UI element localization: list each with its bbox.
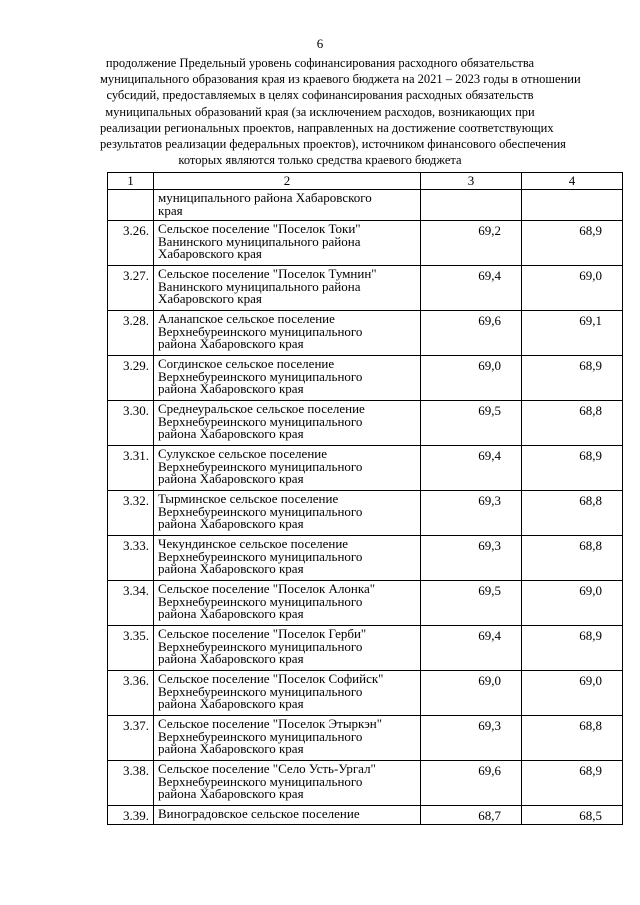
municipality-name [154,581,421,626]
heading-line: результатов реализации федеральных проектов), источником финансового обеспечения [100,137,566,152]
row-number [108,190,154,221]
municipality-name [154,761,421,806]
row-number: 3.37. [108,716,154,761]
name-line: Сельское поселение "Поселок Токи" [158,221,361,236]
name-line: Ванинского муниципального района [158,233,361,249]
table-row [108,626,623,671]
row-number: 3.38. [108,761,154,806]
name-line: района Хабаровского края [158,741,304,756]
name-line: Чекундинское сельское поселение [158,536,349,551]
row-number: 3.39. [108,806,154,825]
value-col-3: 69,5 [421,401,522,446]
heading-line: продолжение Предельный уровень софинансирования расходного обязательства [105,56,535,70]
municipality-name [154,221,421,266]
name-line: района Хабаровского края [158,606,304,621]
municipality-name [154,671,421,716]
value-col-3: 69,4 [421,446,522,491]
value-col-4: 69,0 [522,266,623,311]
value-col-4: 68,9 [522,626,623,671]
name-line: Хабаровского края [158,291,262,306]
row-number: 3.34. [108,581,154,626]
table-row [108,311,623,356]
name-line: Верхнебуреинского муниципального [158,503,363,519]
value-col-3: 68,7 [421,806,522,825]
municipality-name [154,716,421,761]
name-line: Верхнебуреинского муниципального [158,368,363,384]
name-line: Хабаровского края [158,246,262,261]
value-col-4 [522,190,623,221]
column-header: 4 [522,173,623,190]
value-col-3: 69,6 [421,761,522,806]
value-col-4: 69,0 [522,671,623,716]
name-line: района Хабаровского края [158,426,304,441]
value-col-3: 69,0 [421,671,522,716]
column-header: 2 [154,173,421,190]
name-line: района Хабаровского края [158,336,304,351]
table-row [108,716,623,761]
table-header-row [108,173,623,190]
municipality-name [154,626,421,671]
name-line: Сулукское сельское поселение [158,446,327,461]
value-col-4: 68,9 [522,356,623,401]
page-number: 6 [316,36,324,51]
name-line: Сельское поселение "Село Усть-Ургал" [158,761,376,776]
table-row [108,806,623,825]
value-col-4: 68,9 [522,761,623,806]
value-col-3: 69,3 [421,716,522,761]
value-col-4: 68,5 [522,806,623,825]
table-heading [100,55,581,168]
name-line: Среднеуральское сельское поселение [158,401,365,416]
municipality-name [154,311,421,356]
value-col-4: 68,9 [522,446,623,491]
name-line: района Хабаровского края [158,561,304,576]
name-line: Верхнебуреинского муниципального [158,413,363,429]
row-number: 3.36. [108,671,154,716]
value-col-3 [421,190,522,221]
name-line: Аланапское сельское поселение [158,311,335,326]
value-col-4: 68,8 [522,536,623,581]
name-line: района Хабаровского края [158,651,304,666]
heading-line: муниципальных образований края (за исключением расходов, возникающих при [105,104,535,119]
value-col-3: 69,4 [421,266,522,311]
heading-line: муниципального образования края из краевого бюджета на 2021 – 2023 годы в отношении [100,72,581,87]
name-line: Верхнебуреинского муниципального [158,323,363,339]
heading-line: которых являются только средства краевого бюджета [178,153,462,168]
table-row [108,266,623,311]
name-line: Виноградовское сельское поселение [158,806,360,821]
row-number: 3.32. [108,491,154,536]
name-line: Верхнебуреинского муниципального [158,638,363,654]
row-number: 3.33. [108,536,154,581]
name-line: Ванинского муниципального района [158,278,361,294]
heading-line: субсидий, предоставляемых в целях софинансирования расходных обязательств [106,88,534,103]
name-line: Верхнебуреинского муниципального [158,773,363,789]
municipality-name [154,190,421,221]
value-col-3: 69,2 [421,221,522,266]
value-col-3: 69,3 [421,536,522,581]
heading-line: реализации региональных проектов, направленных на достижение соответствующих [100,120,554,135]
municipality-name [154,446,421,491]
table-row [108,761,623,806]
value-col-3: 69,3 [421,491,522,536]
value-col-3: 69,5 [421,581,522,626]
municipality-name [154,401,421,446]
municipality-name [154,536,421,581]
value-col-3: 69,4 [421,626,522,671]
value-col-4: 68,8 [522,491,623,536]
name-line: Верхнебуреинского муниципального [158,728,363,744]
name-line: района Хабаровского края [158,516,304,531]
table-row [108,491,623,536]
municipality-name [154,356,421,401]
value-col-4: 68,8 [522,401,623,446]
row-number: 3.30. [108,401,154,446]
row-number: 3.35. [108,626,154,671]
table-row [108,356,623,401]
name-line: Сельское поселение "Поселок Этыркэн" [158,716,383,731]
municipality-name [154,491,421,536]
name-line: района Хабаровского края [158,696,304,711]
row-number: 3.31. [108,446,154,491]
name-line: Сельское поселение "Поселок Алонка" [158,581,376,596]
table-row [108,581,623,626]
name-line: Сельское поселение "Поселок Софийск" [158,671,384,686]
name-line: Верхнебуреинского муниципального [158,458,363,474]
table-row [108,401,623,446]
value-col-3: 69,6 [421,311,522,356]
name-line: муниципального района Хабаровского [158,190,372,205]
municipality-name [154,806,421,825]
name-line: Согдинское сельское поселение [158,356,335,371]
name-line: края [158,202,183,218]
name-line: Сельское поселение "Поселок Герби" [158,626,367,641]
name-line: Верхнебуреинского муниципального [158,683,363,699]
table-row [108,671,623,716]
table-row [108,536,623,581]
table-row [108,190,623,221]
name-line: района Хабаровского края [158,471,304,486]
municipality-name [154,266,421,311]
table-body [108,173,623,825]
name-line: Верхнебуреинского муниципального [158,548,363,564]
name-line: Верхнебуреинского муниципального [158,593,363,609]
subsidy-table [107,172,623,825]
name-line: Сельское поселение "Поселок Тумнин" [158,266,377,281]
row-number: 3.29. [108,356,154,401]
column-header: 3 [421,173,522,190]
row-number: 3.28. [108,311,154,356]
value-col-4: 69,0 [522,581,623,626]
name-line: Тырминское сельское поселение [158,491,339,506]
value-col-4: 68,9 [522,221,623,266]
row-number: 3.26. [108,221,154,266]
value-col-4: 68,8 [522,716,623,761]
name-line: района Хабаровского края [158,786,304,801]
table-row [108,221,623,266]
table-row [108,446,623,491]
row-number: 3.27. [108,266,154,311]
name-line: района Хабаровского края [158,381,304,396]
value-col-4: 69,1 [522,311,623,356]
value-col-3: 69,0 [421,356,522,401]
column-header: 1 [108,173,154,190]
